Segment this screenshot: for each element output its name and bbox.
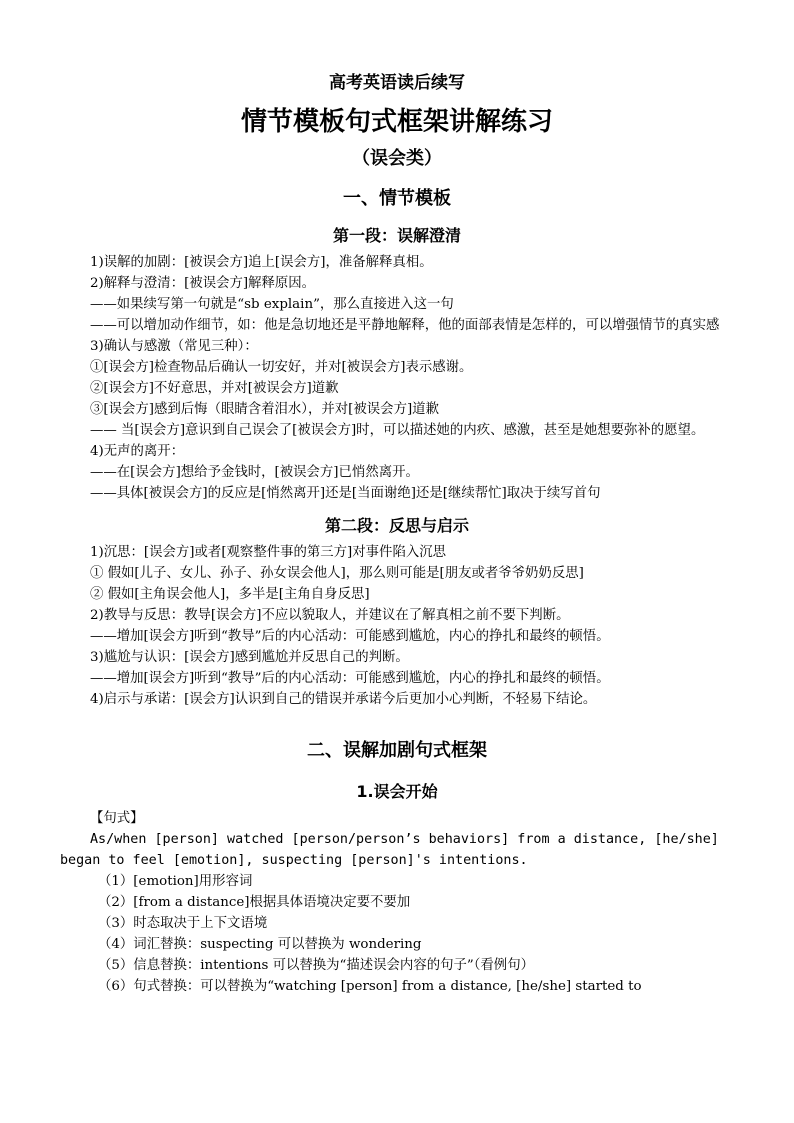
note-line: （1）[emotion]用形容词 xyxy=(98,874,253,889)
text-line: —— 当[误会方]意识到自己误会了[被误会方]时，可以描述她的内疚、感激，甚至是她想要弥补的愿望。 xyxy=(90,423,705,438)
text-line: ——增加[误会方]听到“教导”后的内心活动：可能感到尴尬，内心的挣扎和最终的顿悟。 xyxy=(90,671,610,686)
part2-body xyxy=(60,542,734,710)
note-line: （3）时态取决于上下文语境 xyxy=(98,916,268,931)
text-line: 4)无声的离开： xyxy=(90,444,185,459)
text-line: 1)误解的加剧：[被误会方]追上[误会方]，准备解释真相。 xyxy=(90,255,433,270)
section2-body xyxy=(60,808,734,997)
part2-heading: 第二段：反思与启示 xyxy=(324,516,469,535)
text-line: ——在[误会方]想给予金钱时，[被误会方]已悄然离开。 xyxy=(90,465,419,480)
pattern-sentence: As/when [person] watched [person/person’s behaviors] from a distance, [he/she] began to feel [emotion], suspecting [person]'s intentions. xyxy=(60,832,719,868)
text-line: ——如果续写第一句就是“sb explain”，那么直接进入这一句 xyxy=(90,297,454,312)
text-line: 1)沉思：[误会方]或者[观察整件事的第三方]对事件陷入沉思 xyxy=(90,545,447,560)
text-line: ——具体[被误会方]的反应是[悄然离开]还是[当面谢绝]还是[继续帮忙]取决于续写首句 xyxy=(90,486,601,501)
note-line: （6）句式替换：可以替换为“watching [person] from a distance, [he/she] started to xyxy=(98,979,642,994)
text-line: ② 假如[主角误会他人]，多半是[主角自身反思] xyxy=(90,587,370,602)
text-line: ——可以增加动作细节，如：他是急切地还是平静地解释，他的面部表情是怎样的，可以增强情节的真实感 xyxy=(90,318,720,333)
text-line: 2)教导与反思：教导[误会方]不应以貌取人，并建议在了解真相之前不要下判断。 xyxy=(90,608,570,623)
section1-heading: 一、情节模板 xyxy=(343,188,451,209)
note-line: （5）信息替换：intentions 可以替换为“描述误会内容的句子”（看例句） xyxy=(98,958,534,973)
text-line: ① 假如[儿子、女儿、孙子、孙女误会他人]，那么则可能是[朋友或者爷爷奶奶反思] xyxy=(90,566,584,581)
text-line: ①[误会方]检查物品后确认一切安好，并对[被误会方]表示感谢。 xyxy=(90,360,473,375)
doc-title-small: 高考英语读后续写 xyxy=(329,73,465,93)
text-line: 4)启示与承诺：[误会方]认识到自己的错误并承诺今后更加小心判断，不轻易下结论。 xyxy=(90,692,597,707)
part1-heading: 第一段：误解澄清 xyxy=(332,226,461,245)
text-line: ③[误会方]感到后悔（眼睛含着泪水），并对[被误会方]道歉 xyxy=(90,402,439,417)
section2-subheading: 1.误会开始 xyxy=(356,782,438,801)
note-line: （4）词汇替换：suspecting 可以替换为 wondering xyxy=(98,937,422,952)
doc-title-main: 情节模板句式框架讲解练习 xyxy=(240,107,553,137)
part1-body xyxy=(60,252,734,504)
text-line: ②[误会方]不好意思，并对[被误会方]道歉 xyxy=(90,381,339,396)
doc-subtitle: （误会类） xyxy=(352,148,442,169)
text-line: 3)确认与感激（常见三种）： xyxy=(90,339,258,354)
text-line: ——增加[误会方]听到“教导”后的内心活动：可能感到尴尬，内心的挣扎和最终的顿悟。 xyxy=(90,629,610,644)
text-line: 2)解释与澄清：[被误会方]解释原因。 xyxy=(90,276,316,291)
text-line: 3)尴尬与认识：[误会方]感到尴尬并反思自己的判断。 xyxy=(90,650,409,665)
pattern-label: 【句式】 xyxy=(90,811,144,826)
note-line: （2）[from a distance]根据具体语境决定要不要加 xyxy=(98,895,411,910)
section2-heading: 二、误解加剧句式框架 xyxy=(307,740,487,761)
